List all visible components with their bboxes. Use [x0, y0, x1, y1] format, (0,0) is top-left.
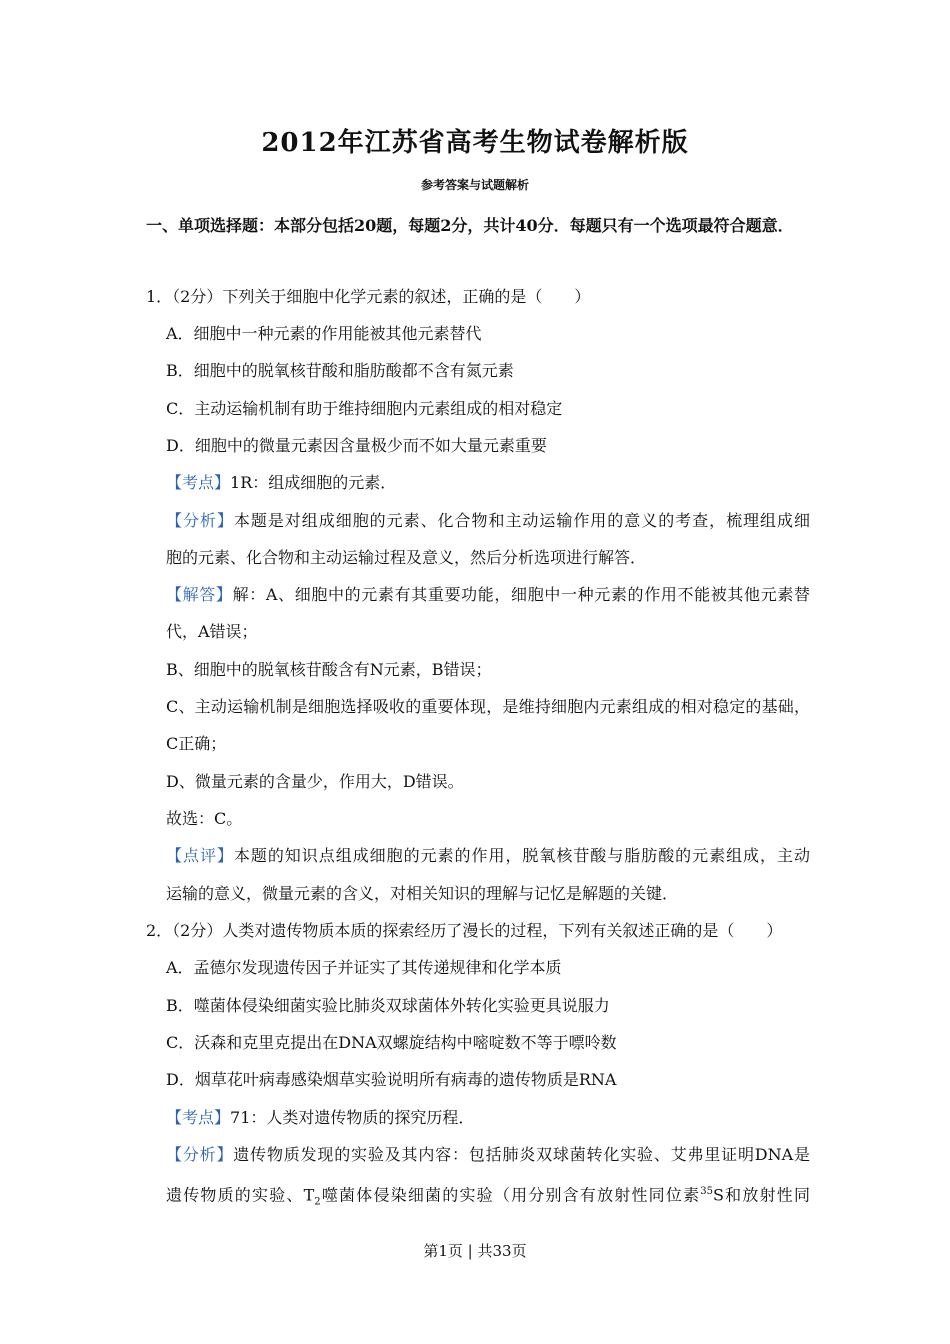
- kaodian-text: 1R：组成细胞的元素．: [230, 473, 397, 492]
- fenxi-tag: 【分析】: [166, 511, 234, 530]
- question-1-fenxi-line-2: 胞的元素、化合物和主动运输过程及意义，然后分析选项进行解答．: [166, 548, 647, 567]
- document-title: 2012年江苏省高考生物试卷解析版: [261, 128, 689, 158]
- question-2-option-c: C．沃森和克里克提出在DNA双螺旋结构中嘧啶数不等于嘌呤数: [166, 1033, 617, 1052]
- question-2-option-a: A．孟德尔发现遗传因子并证实了其传递规律和化学本质: [166, 958, 562, 977]
- fenxi-superscript: 35: [700, 1186, 714, 1197]
- kaodian-tag: 【考点】: [166, 473, 231, 492]
- document-subtitle: 参考答案与试题解析: [420, 178, 529, 192]
- fenxi-text-part-2: 噬菌体侵染细菌的实验（用分别含有放射性同位素: [320, 1185, 701, 1205]
- question-2-kaodian: [166, 1107, 474, 1129]
- kaodian-text: 71：人类对遗传物质的探究历程．: [230, 1108, 475, 1127]
- fenxi-tag: 【分析】: [166, 1145, 234, 1164]
- jieda-tag: 【解答】: [166, 585, 233, 604]
- question-1-jieda-line-4: C、主动运输机制是细胞选择吸收的重要体现，是维持细胞内元素组成的相对稳定的基础，: [166, 697, 810, 716]
- section-heading: 一、单项选择题：本部分包括20题，每题2分，共计40分．每题只有一个选项最符合题意．: [146, 216, 794, 235]
- question-1-dianping-line-1: [166, 845, 810, 867]
- dianping-text: 本题的知识点组成细胞的元素的作用，脱氧核苷酸与脂肪酸的元素组成，主动: [233, 846, 810, 865]
- fenxi-text: 遗传物质发现的实验及其内容：包括肺炎双球菌转化实验、艾弗里证明DNA是: [233, 1145, 810, 1164]
- question-1-fenxi-line-1: [166, 510, 810, 532]
- question-2-fenxi-line-1: [166, 1144, 810, 1166]
- question-2-fenxi-line-2: [166, 1181, 810, 1214]
- question-1-jieda-line-6: D、微量元素的含量少，作用大，D错误。: [166, 772, 464, 791]
- question-1-jieda-line-2: 代，A错误；: [166, 622, 258, 641]
- question-1-kaodian: [166, 472, 396, 494]
- question-1-option-a: A．细胞中一种元素的作用能被其他元素替代: [166, 324, 482, 343]
- question-1-dianping-line-2: 运输的意义，微量元素的含义，对相关知识的理解与记忆是解题的关键．: [166, 884, 679, 903]
- question-1-option-b: B．细胞中的脱氧核苷酸和脂肪酸都不含有氮元素: [166, 361, 514, 380]
- fenxi-text: 本题是对组成细胞的元素、化合物和主动运输作用的意义的考查，梳理组成细: [233, 511, 810, 530]
- kaodian-tag: 【考点】: [166, 1108, 231, 1127]
- question-1-option-d: D．细胞中的微量元素因含量极少而不如大量元素重要: [166, 436, 547, 455]
- fenxi-text-part-3: S和放射性同: [713, 1185, 810, 1205]
- question-2-option-b: B．噬菌体侵染细菌实验比肺炎双球菌体外转化实验更具说服力: [166, 996, 610, 1015]
- fenxi-text-part-1: 遗传物质的实验、T: [166, 1185, 315, 1205]
- question-1-jieda-line-5: C正确；: [166, 734, 227, 753]
- question-2-stem: 2．（2分）人类对遗传物质本质的探索经历了漫长的过程，下列有关叙述正确的是（ ）: [146, 921, 783, 940]
- jieda-text: 解：A、细胞中的元素有其重要功能，细胞中一种元素的作用不能被其他元素替: [232, 585, 810, 604]
- dianping-tag: 【点评】: [166, 846, 234, 865]
- page-footer: 第1页 | 共33页: [423, 1242, 527, 1260]
- question-2-option-d: D．烟草花叶病毒感染烟草实验说明所有病毒的遗传物质是RNA: [166, 1070, 617, 1089]
- question-1-option-c: C．主动运输机制有助于维持细胞内元素组成的相对稳定: [166, 399, 563, 418]
- question-1-jieda-line-1: [166, 584, 810, 606]
- question-1-answer: 故选：C。: [166, 809, 243, 828]
- fenxi-subscript: 2: [314, 1196, 321, 1208]
- question-1-stem: 1．（2分）下列关于细胞中化学元素的叙述，正确的是（ ）: [146, 287, 591, 306]
- question-1-jieda-line-3: B、细胞中的脱氧核苷酸含有N元素，B错误；: [166, 660, 492, 679]
